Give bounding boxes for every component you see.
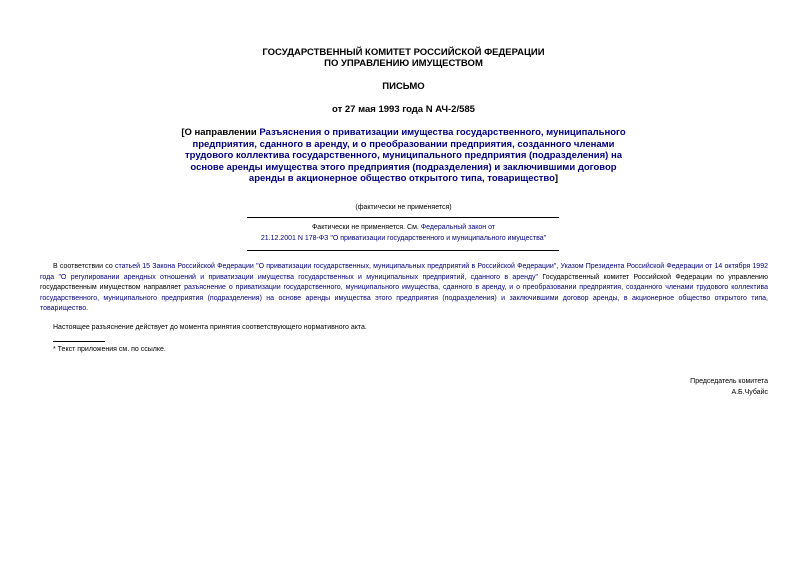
org-name-line2: ПО УПРАВЛЕНИЮ ИМУЩЕСТВОМ [324, 58, 483, 69]
signature-name: А.Б.Чубайс [731, 389, 768, 396]
note-line1 [0, 223, 807, 232]
status-note: (фактически не применяется) [355, 204, 452, 211]
title-suffix: ] [554, 173, 559, 185]
document-date: от 27 мая 1993 года N АЧ-2/585 [332, 104, 475, 115]
body-text-3: Государственный комитет Российской Федерации по управлению государственным имуществом направляет [40, 273, 768, 292]
body-paragraph-2: Настоящее разъяснение действует до момента принятия соответствующего нормативного акта. [53, 324, 367, 331]
note-divider-top [247, 217, 559, 218]
document-type: ПИСЬМО [382, 81, 425, 92]
law-article-link[interactable]: статьей 15 Закона Российской Федерации "О приватизации государственных, муниципальных предприятий в Российской Федерации" [114, 263, 557, 270]
body-text-2: , [556, 263, 561, 270]
footnote-divider [53, 341, 105, 342]
presidential-decree-link[interactable]: Указом Президента Российской Федерации от 14 октября 1992 года "О регулировании арендных отношений и приватизации имущества государственных и муниципальных предприятий, сданного в аренду" [40, 263, 768, 281]
body-text-4: . [86, 305, 89, 313]
note-text: Фактически не применяется. См. [311, 224, 421, 231]
body-paragraph-1 [40, 262, 768, 315]
federal-law-link-line2[interactable]: 21.12.2001 N 178-ФЗ "О приватизации государственного и муниципального имущества" [260, 235, 547, 242]
document-title [180, 127, 627, 185]
title-prefix: [О направлении [181, 127, 260, 138]
org-name-line1: ГОСУДАРСТВЕННЫЙ КОМИТЕТ РОССИЙСКОЙ ФЕДЕРАЦИИ [262, 47, 545, 58]
note-line2 [0, 234, 807, 243]
federal-law-link[interactable]: Федеральный закон от [420, 224, 496, 231]
footnote: * Текст приложения см. по ссылке. [53, 346, 166, 353]
note-divider-bottom [247, 250, 559, 251]
explanation-link[interactable]: разъяснение о приватизации государственного, муниципального имущества, сданного в аренду, и о преобразовании предприятия, созданного членами трудового коллектива государственного, муниципального предприятия (подразделения) на основе аренды имущества этого предприятия (подразделения) и заключившими договор аренды, в акционерное общество открытого типа, товарищество [40, 284, 768, 313]
title-link[interactable]: Разъяснения о приватизации имущества государственного, муниципального предприятия, сданного в аренду, и о преобразовании предприятия, созданного членами трудового коллектива государственного, муниципального предприятия (подразделения) на основе аренды имущества этого предприятия (подразделения) и заключившими договор аренды в акционерное общество открытого типа, товарищество [185, 127, 626, 185]
signature-position: Председатель комитета [690, 378, 768, 385]
body-text-1: В соответствии со [53, 263, 115, 270]
